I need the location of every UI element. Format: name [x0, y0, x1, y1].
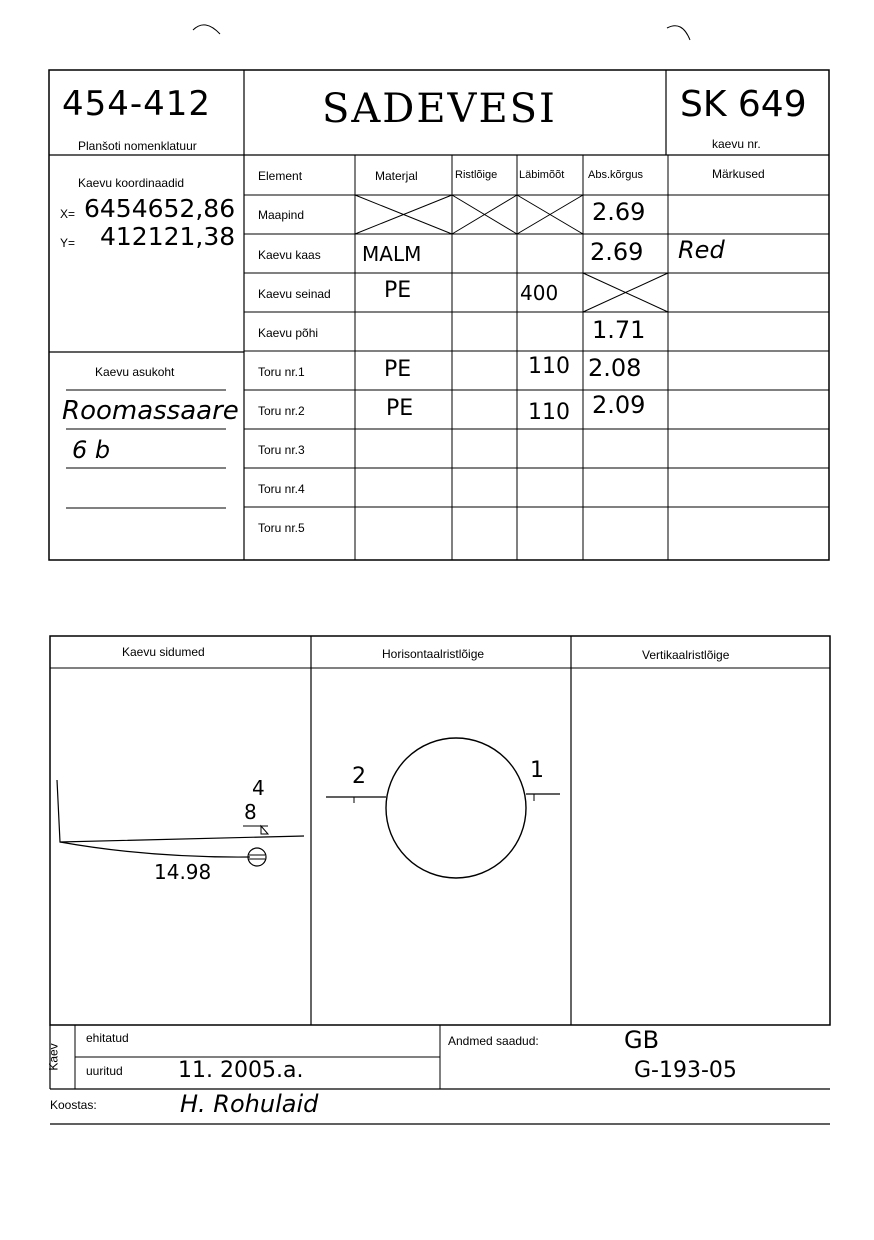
col-header-markused: Märkused: [712, 167, 765, 181]
row-abs: 2.69: [592, 198, 646, 226]
row-element: Maapind: [258, 208, 305, 222]
coord-x-value: 6454652,86: [84, 194, 236, 223]
well-number: SK 649: [680, 84, 807, 125]
col-header-materjal: Materjal: [375, 169, 418, 183]
row-materjal: MALM: [362, 242, 422, 266]
row-materjal: PE: [384, 278, 412, 303]
pipe-1-label: 1: [530, 758, 544, 783]
location-line2: 6 b: [72, 436, 111, 464]
row-element: Kaevu kaas: [258, 248, 321, 262]
col-header-abs: Abs.kõrgus: [588, 169, 644, 181]
row-element: Kaevu seinad: [258, 287, 331, 301]
row-abs: 2.09: [592, 391, 646, 419]
col-header-element: Element: [258, 169, 303, 183]
row-element: Toru nr.1: [258, 365, 305, 379]
row-element: Toru nr.2: [258, 404, 305, 418]
sheet-number-label: Planšoti nomenklatuur: [78, 139, 197, 153]
col-header-ristloige: Ristlõige: [455, 169, 498, 181]
andmed-value-1: GB: [624, 1026, 660, 1054]
coord-y-label: Y=: [60, 236, 76, 250]
coords-label: Kaevu koordinaadid: [78, 176, 185, 190]
row-element: Toru nr.4: [258, 482, 305, 496]
row-element: Toru nr.3: [258, 443, 305, 457]
location-label: Kaevu asukoht: [95, 365, 175, 379]
tie-mark-top: 4: [252, 776, 265, 800]
sketch-col2-header: Horisontaalristlõige: [382, 647, 485, 661]
row-abs: 1.71: [592, 316, 646, 344]
coord-y-value: 412121,38: [100, 222, 236, 251]
row-materjal: PE: [386, 396, 414, 421]
ehitatud-label: ehitatud: [86, 1031, 129, 1045]
footer-side-label: Kaev: [46, 1043, 61, 1071]
uuritud-value: 11. 2005.a.: [178, 1058, 304, 1083]
row-abs: 2.69: [590, 238, 644, 266]
row-labimoot: 110: [528, 400, 570, 425]
koostas-label: Koostas:: [50, 1098, 97, 1112]
location-line1: Roomassaare: [62, 396, 239, 426]
well-number-label: kaevu nr.: [712, 137, 761, 151]
andmed-value-2: G-193-05: [634, 1058, 737, 1083]
tie-mark-mid: 8: [244, 800, 257, 824]
pipe-2-label: 2: [352, 764, 366, 789]
row-materjal: PE: [384, 357, 412, 382]
row-labimoot: 110: [528, 354, 570, 379]
row-markused: Red: [678, 236, 725, 264]
coord-x-label: X=: [60, 207, 76, 221]
tie-distance: 14.98: [154, 860, 212, 884]
col-header-labimoot: Läbimõõt: [519, 169, 565, 181]
sheet-number: 454-412: [62, 84, 212, 124]
sketch-col1-header: Kaevu sidumed: [122, 645, 205, 659]
row-labimoot: 400: [520, 281, 559, 305]
row-element: Kaevu põhi: [258, 326, 319, 340]
uuritud-label: uuritud: [86, 1064, 123, 1078]
koostas-value: H. Rohulaid: [180, 1090, 319, 1118]
row-element: Toru nr.5: [258, 521, 305, 535]
sketch-col3-header: Vertikaalristlõige: [642, 648, 730, 662]
page-title: SADEVESI: [322, 86, 557, 132]
andmed-label: Andmed saadud:: [448, 1034, 539, 1048]
row-abs: 2.08: [588, 354, 642, 382]
